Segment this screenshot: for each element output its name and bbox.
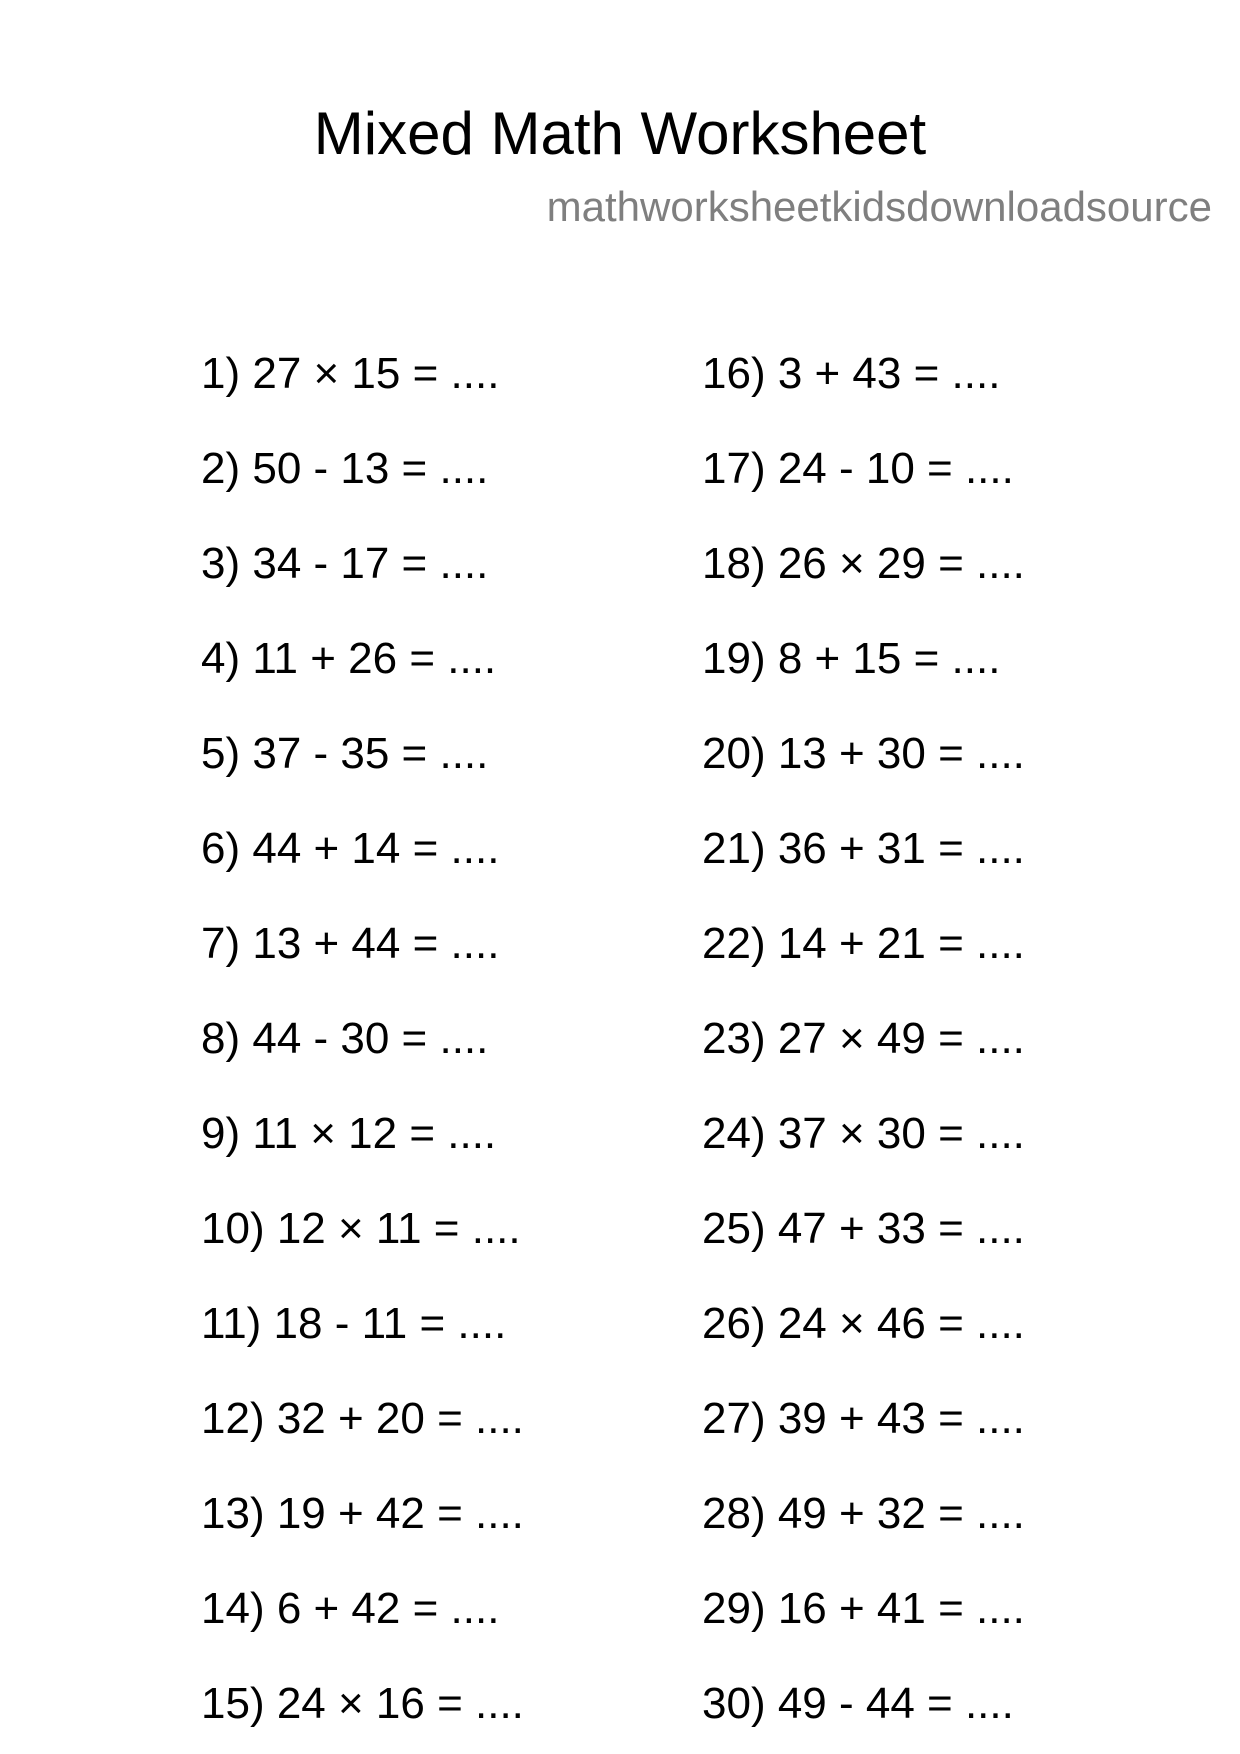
worksheet-title: Mixed Math Worksheet: [313, 100, 927, 167]
problem-item: 23) 27 × 49 = ....: [702, 1014, 1025, 1063]
problem-item: 18) 26 × 29 = ....: [702, 539, 1025, 588]
problem-item: 14) 6 + 42 = ....: [201, 1584, 500, 1633]
source-watermark: mathworksheetkidsdownloadsource: [546, 183, 1212, 230]
problem-item: 4) 11 + 26 = ....: [201, 634, 497, 683]
problem-item: 1) 27 × 15 = ....: [201, 349, 500, 398]
problem-item: 25) 47 + 33 = ....: [702, 1204, 1025, 1253]
problem-item: 7) 13 + 44 = ....: [201, 919, 500, 968]
problem-item: 3) 34 - 17 = ....: [201, 539, 489, 588]
problem-item: 22) 14 + 21 = ....: [702, 919, 1025, 968]
problem-item: 15) 24 × 16 = ....: [201, 1679, 524, 1728]
problem-item: 16) 3 + 43 = ....: [702, 349, 1001, 398]
problem-item: 20) 13 + 30 = ....: [702, 729, 1025, 778]
problem-item: 19) 8 + 15 = ....: [702, 634, 1001, 683]
problem-item: 21) 36 + 31 = ....: [702, 824, 1025, 873]
problem-item: 12) 32 + 20 = ....: [201, 1394, 524, 1443]
problem-item: 17) 24 - 10 = ....: [702, 444, 1014, 493]
problem-item: 29) 16 + 41 = ....: [702, 1584, 1025, 1633]
problem-item: 6) 44 + 14 = ....: [201, 824, 500, 873]
problem-item: 26) 24 × 46 = ....: [702, 1299, 1025, 1348]
problem-item: 13) 19 + 42 = ....: [201, 1489, 524, 1538]
problem-item: 27) 39 + 43 = ....: [702, 1394, 1025, 1443]
problem-item: 5) 37 - 35 = ....: [201, 729, 489, 778]
problem-item: 2) 50 - 13 = ....: [201, 444, 489, 493]
problem-item: 30) 49 - 44 = ....: [702, 1679, 1014, 1728]
problem-item: 28) 49 + 32 = ....: [702, 1489, 1025, 1538]
problem-item: 11) 18 - 11 = ....: [201, 1299, 507, 1348]
problem-item: 8) 44 - 30 = ....: [201, 1014, 489, 1063]
problem-item: 10) 12 × 11 = ....: [201, 1204, 521, 1253]
problem-item: 9) 11 × 12 = ....: [201, 1109, 497, 1158]
problem-item: 24) 37 × 30 = ....: [702, 1109, 1025, 1158]
